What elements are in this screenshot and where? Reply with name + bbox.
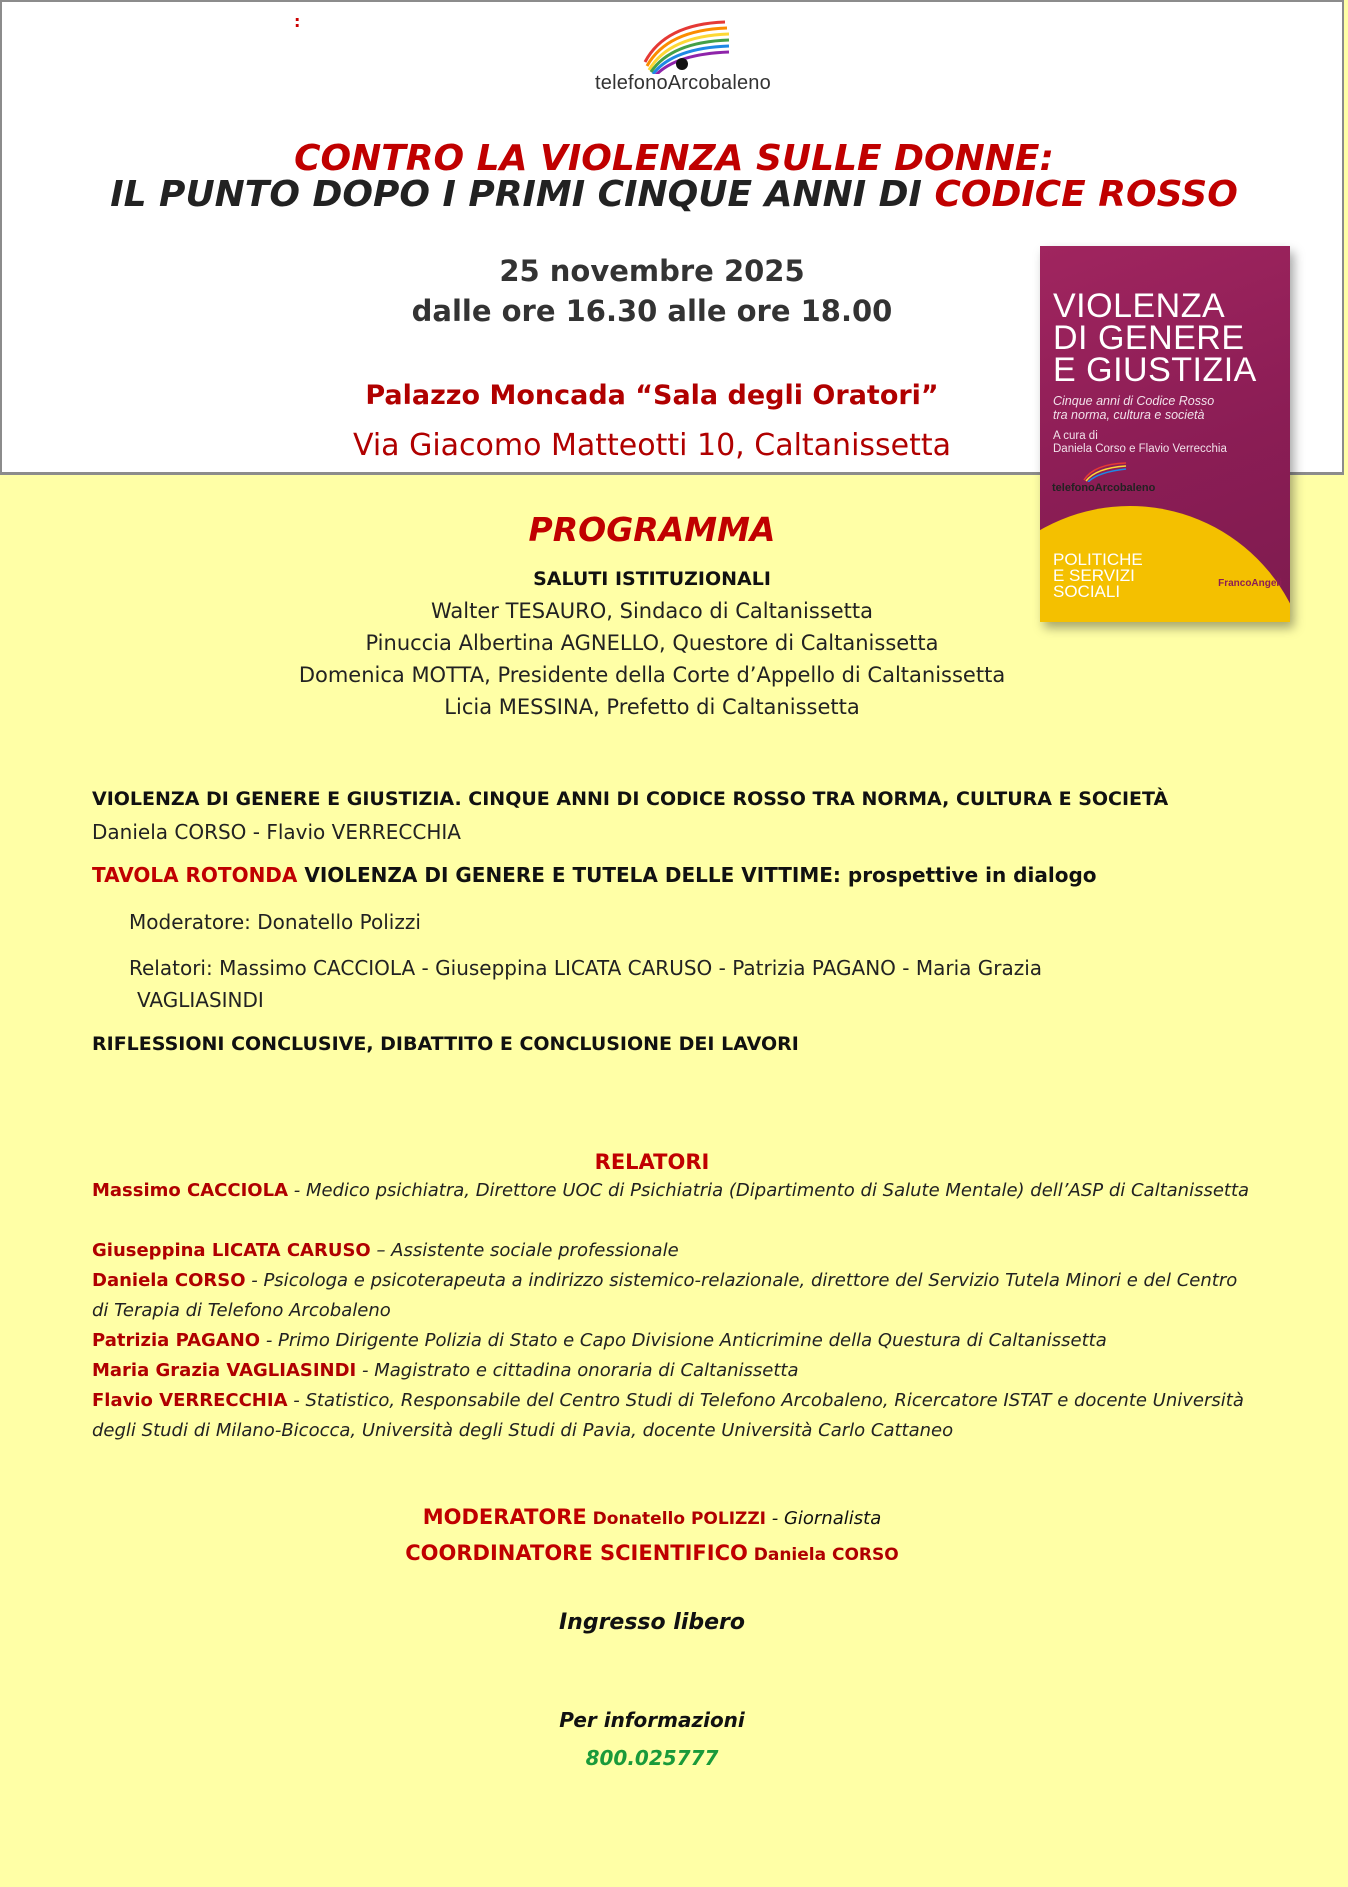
info-label: Per informazioni [559,1708,745,1732]
speaker-desc: - Magistrato e cittadina onoraria di Caltanissetta [356,1360,799,1381]
speaker-name: Daniela CORSO [92,1270,246,1291]
saluti-item: Licia MESSINA, Prefetto di Caltanissetta [444,695,860,719]
book-editors [1053,430,1227,456]
speaker-name: Flavio VERRECCHIA [92,1390,288,1411]
book-title-line: DI GENERE [1053,319,1245,357]
coordinatore-name: Daniela CORSO [747,1545,899,1565]
saluti-item: Pinuccia Albertina AGNELLO, Questore di Caltanissetta [365,631,939,655]
book-series-line: E SERVIZI [1053,566,1135,585]
programma-heading: PROGRAMMA [528,510,776,549]
book-editors-line: Daniela Corso e Flavio Verrecchia [1053,443,1227,455]
tavola-rotonda-title: VIOLENZA DI GENERE E TUTELA DELLE VITTIME: prospettive in dialogo [297,863,1097,887]
book-editors-line: A cura di [1053,430,1098,442]
moderatore-name: Donatello POLIZZI [586,1509,767,1529]
book-title-line: E GIUSTIZIA [1053,351,1257,389]
speaker-name: Massimo CACCIOLA [92,1180,289,1201]
speakers-line: Relatori: Massimo CACCIOLA - Giuseppina LICATA CARUSO - Patrizia PAGANO - Maria Grazia [129,956,1043,980]
rainbow-icon [595,14,785,74]
speaker-desc: - Psicologa e psicoterapeuta a indirizzo sistemico-relazionale, direttore del Servizio Tutela Minori e del Centro di Terapia di Telefono Arcobaleno [92,1270,1238,1321]
speaker-bio [92,1386,1252,1446]
moderatore-label: MODERATORE [422,1505,587,1529]
speaker-desc: - Statistico, Responsabile del Centro Studi di Telefono Arcobaleno, Ricercatore ISTAT e docente Università degli Studi di Milano-Bicocca, Università degli Studi di Pavia, docente Università Carlo Cattaneo [92,1390,1244,1441]
saluti-item: Walter TESAURO, Sindaco di Caltanissetta [431,599,873,623]
title-line-2-highlight: CODICE ROSSO [934,174,1238,215]
speaker-name: Patrizia PAGANO [92,1330,261,1351]
book-publisher: FrancoAngeli [1218,578,1282,589]
speaker-desc: – Assistente sociale professionale [370,1240,679,1261]
speakers-line-continued: VAGLIASINDI [137,988,264,1012]
tavola-rotonda-label: TAVOLA ROTONDA [92,863,298,887]
speaker-bio [92,1176,1252,1206]
speaker-bio [92,1356,1252,1386]
speaker-name: Giuseppina LICATA CARUSO [92,1240,371,1261]
speaker-desc: - Medico psichiatra, Direttore UOC di Psichiatria (Dipartimento di Salute Mentale) dell’ASP di Caltanissetta [288,1180,1250,1201]
moderatore-credit [0,1505,1326,1529]
speaker-desc: - Primo Dirigente Polizia di Stato e Capo Divisione Anticrimine della Questura di Caltanissetta [260,1330,1107,1351]
book-rainbow-icon [1080,460,1130,482]
book-presentation-title: VIOLENZA DI GENERE E GIUSTIZIA. CINQUE ANNI DI CODICE ROSSO TRA NORMA, CULTURA E SOCIETÀ [92,788,1169,810]
free-entry-note: Ingresso libero [558,1610,746,1635]
book-subtitle [1053,394,1214,422]
stray-mark: : [294,12,301,31]
book-series-line: POLITICHE [1053,550,1143,569]
book-subtitle-line: tra norma, cultura e società [1053,408,1205,422]
title-line-2 [0,174,1348,215]
speaker-bio [92,1326,1252,1356]
title-line-2-main: IL PUNTO DOPO I PRIMI CINQUE ANNI DI [110,174,935,215]
tavola-rotonda [92,863,1097,887]
coordinatore-credit [0,1541,1326,1565]
book-cover [1040,246,1290,622]
title-line-1: CONTRO LA VIOLENZA SULLE DONNE: [294,138,1054,179]
event-address: Via Giacomo Matteotti 10, Caltanissetta [352,428,952,463]
book-logo-text: telefonoArcobaleno [1052,482,1156,494]
moderatore-role: - Giornalista [766,1508,882,1529]
relatori-heading: RELATORI [594,1150,710,1174]
speaker-name: Maria Grazia VAGLIASINDI [92,1360,357,1381]
info-phone: 800.025777 [585,1746,719,1770]
book-title-line: VIOLENZA [1053,287,1226,325]
saluti-heading: SALUTI ISTITUZIONALI [533,568,771,590]
telefono-arcobaleno-logo [595,14,785,104]
logo-text: telefonoArcobaleno [595,72,771,94]
book-subtitle-line: Cinque anni di Codice Rosso [1053,394,1215,408]
speaker-bio [92,1266,1252,1326]
moderator-line: Moderatore: Donatello Polizzi [129,910,421,934]
event-time: dalle ore 16.30 alle ore 18.00 [411,294,893,328]
book-title [1053,287,1257,389]
book-series-line: SOCIALI [1053,582,1121,601]
speaker-bio [92,1236,1252,1266]
book-presentation-authors: Daniela CORSO - Flavio VERRECCHIA [92,820,461,844]
saluti-item: Domenica MOTTA, Presidente della Corte d’Appello di Caltanissetta [298,663,1006,687]
event-date: 25 novembre 2025 [499,254,805,288]
closing-session: RIFLESSIONI CONCLUSIVE, DIBATTITO E CONCLUSIONE DEI LAVORI [92,1033,799,1055]
event-venue: Palazzo Moncada “Sala degli Oratori” [365,380,939,411]
coordinatore-label: COORDINATORE SCIENTIFICO [405,1541,748,1565]
